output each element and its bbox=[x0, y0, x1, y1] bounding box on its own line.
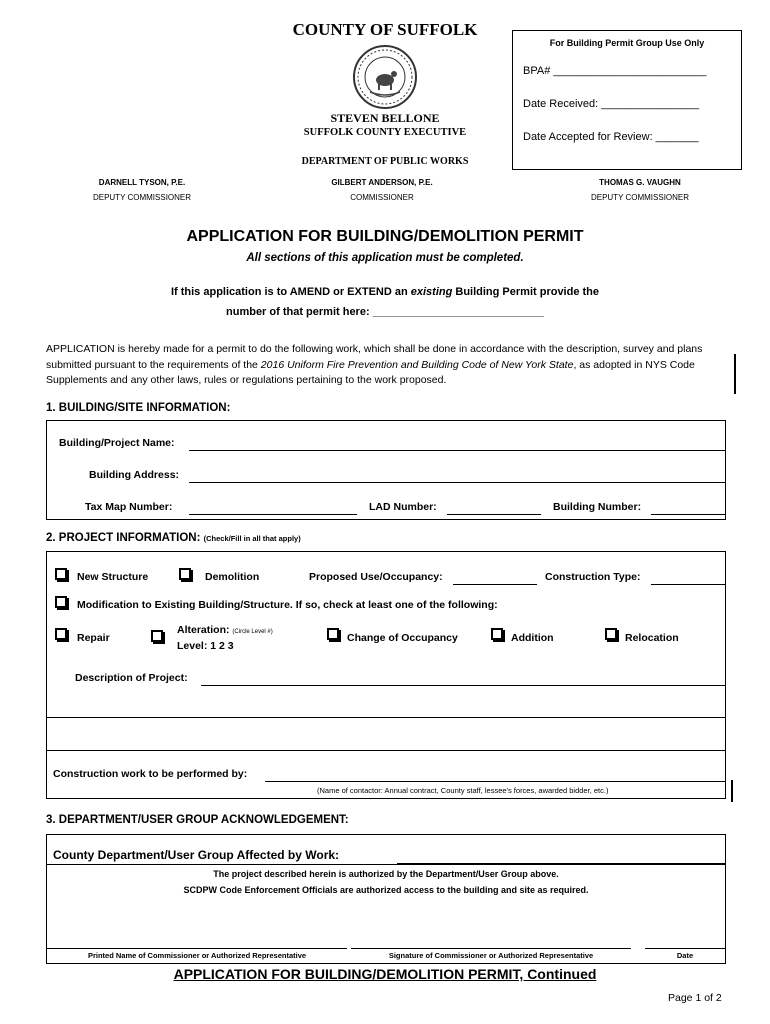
affected-group-label: County Department/User Group Affected by Work: bbox=[53, 848, 340, 862]
application-statement: APPLICATION is hereby made for a permit to do the following work, which shall be done in accordance with the description, survey and plans submitted pursuant to the requirements of the 2016 Uniform Fire Prevention and Building Code of New York State, as adopted in NYS Code Supplements and any other laws, rules or regulations pertaining to the work proposed. bbox=[46, 343, 703, 386]
executive-title: SUFFOLK COUNTY EXECUTIVE bbox=[303, 127, 467, 138]
executive-name: STEVEN BELLONE bbox=[330, 111, 440, 125]
section3-box bbox=[46, 834, 726, 964]
alteration-checkbox[interactable] bbox=[151, 630, 163, 642]
official-right: THOMAS G. VAUGHN DEPUTY COMMISSIONER bbox=[590, 178, 690, 202]
building-number-input[interactable] bbox=[651, 514, 725, 515]
amend-permit-number-field[interactable]: number of that permit here: ____________________________ bbox=[226, 306, 544, 318]
date-received-field[interactable]: Date Received: ________________ bbox=[523, 98, 700, 110]
addition-label: Addition bbox=[511, 632, 554, 644]
description-label: Description of Project: bbox=[75, 672, 188, 684]
printed-name-label: Printed Name of Commissioner or Authorized Representative bbox=[87, 951, 307, 960]
demolition-label: Demolition bbox=[205, 571, 260, 583]
county-seal-icon bbox=[352, 44, 418, 110]
permit-box-title: For Building Permit Group Use Only bbox=[549, 38, 705, 48]
repair-checkbox[interactable] bbox=[55, 628, 67, 640]
official-center: GILBERT ANDERSON, P.E. COMMISSIONER bbox=[331, 178, 433, 202]
tax-map-input[interactable] bbox=[189, 514, 357, 515]
county-title: COUNTY OF SUFFOLK bbox=[292, 20, 478, 39]
modification-checkbox[interactable] bbox=[55, 596, 67, 608]
new-structure-checkbox[interactable] bbox=[55, 568, 67, 580]
form-subtitle: All sections of this application must be completed. bbox=[246, 252, 524, 264]
permit-use-box bbox=[512, 30, 742, 170]
change-occupancy-label: Change of Occupancy bbox=[347, 632, 458, 644]
demolition-checkbox[interactable] bbox=[179, 568, 191, 580]
section3-heading: 3. DEPARTMENT/USER GROUP ACKNOWLEDGEMENT: bbox=[46, 814, 349, 826]
signature-label: Signature of Commissioner or Authorized Representative bbox=[388, 951, 594, 960]
margin-bar bbox=[734, 354, 736, 394]
address-label: Building Address: bbox=[89, 469, 180, 481]
continued-title: APPLICATION FOR BUILDING/DEMOLITION PERMIT, Continued bbox=[173, 966, 597, 982]
section1-heading: 1. BUILDING/SITE INFORMATION: bbox=[46, 402, 231, 414]
date-label: Date bbox=[676, 951, 694, 960]
date-accepted-field[interactable]: Date Accepted for Review: _______ bbox=[523, 131, 699, 143]
alteration-level-options[interactable]: Level: 1 2 3 bbox=[177, 640, 234, 652]
construction-type-input[interactable] bbox=[651, 584, 725, 585]
printed-name-input[interactable] bbox=[47, 948, 347, 949]
authorization-line-2: SCDPW Code Enforcement Officials are authorized access to the building and site as required. bbox=[183, 885, 589, 895]
alteration-label: Alteration: (Circle Level #) bbox=[177, 624, 273, 636]
proposed-use-label: Proposed Use/Occupancy: bbox=[309, 571, 443, 583]
change-occupancy-checkbox[interactable] bbox=[327, 628, 339, 640]
construction-by-note: (Name of contactor: Annual contract, County staff, lessee's forces, awarded bidder, etc.) bbox=[317, 786, 609, 795]
new-structure-label: New Structure bbox=[77, 571, 149, 583]
address-input[interactable] bbox=[189, 482, 725, 483]
lad-label: LAD Number: bbox=[369, 501, 437, 513]
section2-heading: 2. PROJECT INFORMATION: (Check/Fill in all that apply) bbox=[46, 532, 301, 544]
section1-box bbox=[46, 420, 726, 520]
construction-by-input[interactable] bbox=[265, 781, 725, 782]
bpa-field[interactable]: BPA# _________________________ bbox=[523, 65, 707, 77]
relocation-checkbox[interactable] bbox=[605, 628, 617, 640]
modification-label: Modification to Existing Building/Structure. If so, check at least one of the following: bbox=[77, 599, 498, 611]
building-number-label: Building Number: bbox=[553, 501, 642, 513]
authorization-line-1: The project described herein is authorized by the Department/User Group above. bbox=[213, 869, 559, 879]
date-input[interactable] bbox=[645, 948, 725, 949]
relocation-label: Relocation bbox=[625, 632, 679, 644]
lad-input[interactable] bbox=[447, 514, 541, 515]
section3-divider bbox=[47, 864, 725, 865]
project-name-input[interactable] bbox=[189, 450, 725, 451]
page-number: Page 1 of 2 bbox=[668, 992, 722, 1004]
department-name: DEPARTMENT OF PUBLIC WORKS bbox=[301, 156, 469, 167]
construction-type-label: Construction Type: bbox=[545, 571, 641, 583]
amend-instruction: If this application is to AMEND or EXTEND an existing Building Permit provide the bbox=[170, 286, 600, 298]
proposed-use-input[interactable] bbox=[453, 584, 537, 585]
official-left: DARNELL TYSON, P.E. DEPUTY COMMISSIONER bbox=[92, 178, 192, 202]
section2-box bbox=[46, 551, 726, 799]
signature-input[interactable] bbox=[351, 948, 631, 949]
addition-checkbox[interactable] bbox=[491, 628, 503, 640]
tax-map-label: Tax Map Number: bbox=[85, 501, 173, 513]
description-divider bbox=[47, 717, 725, 718]
description-divider-2 bbox=[47, 750, 725, 751]
construction-by-label: Construction work to be performed by: bbox=[53, 768, 248, 780]
description-input[interactable] bbox=[201, 685, 725, 686]
repair-label: Repair bbox=[77, 632, 110, 644]
project-name-label: Building/Project Name: bbox=[59, 437, 175, 449]
form-title: APPLICATION FOR BUILDING/DEMOLITION PERMIT bbox=[186, 228, 584, 245]
margin-bar-2 bbox=[731, 780, 733, 802]
